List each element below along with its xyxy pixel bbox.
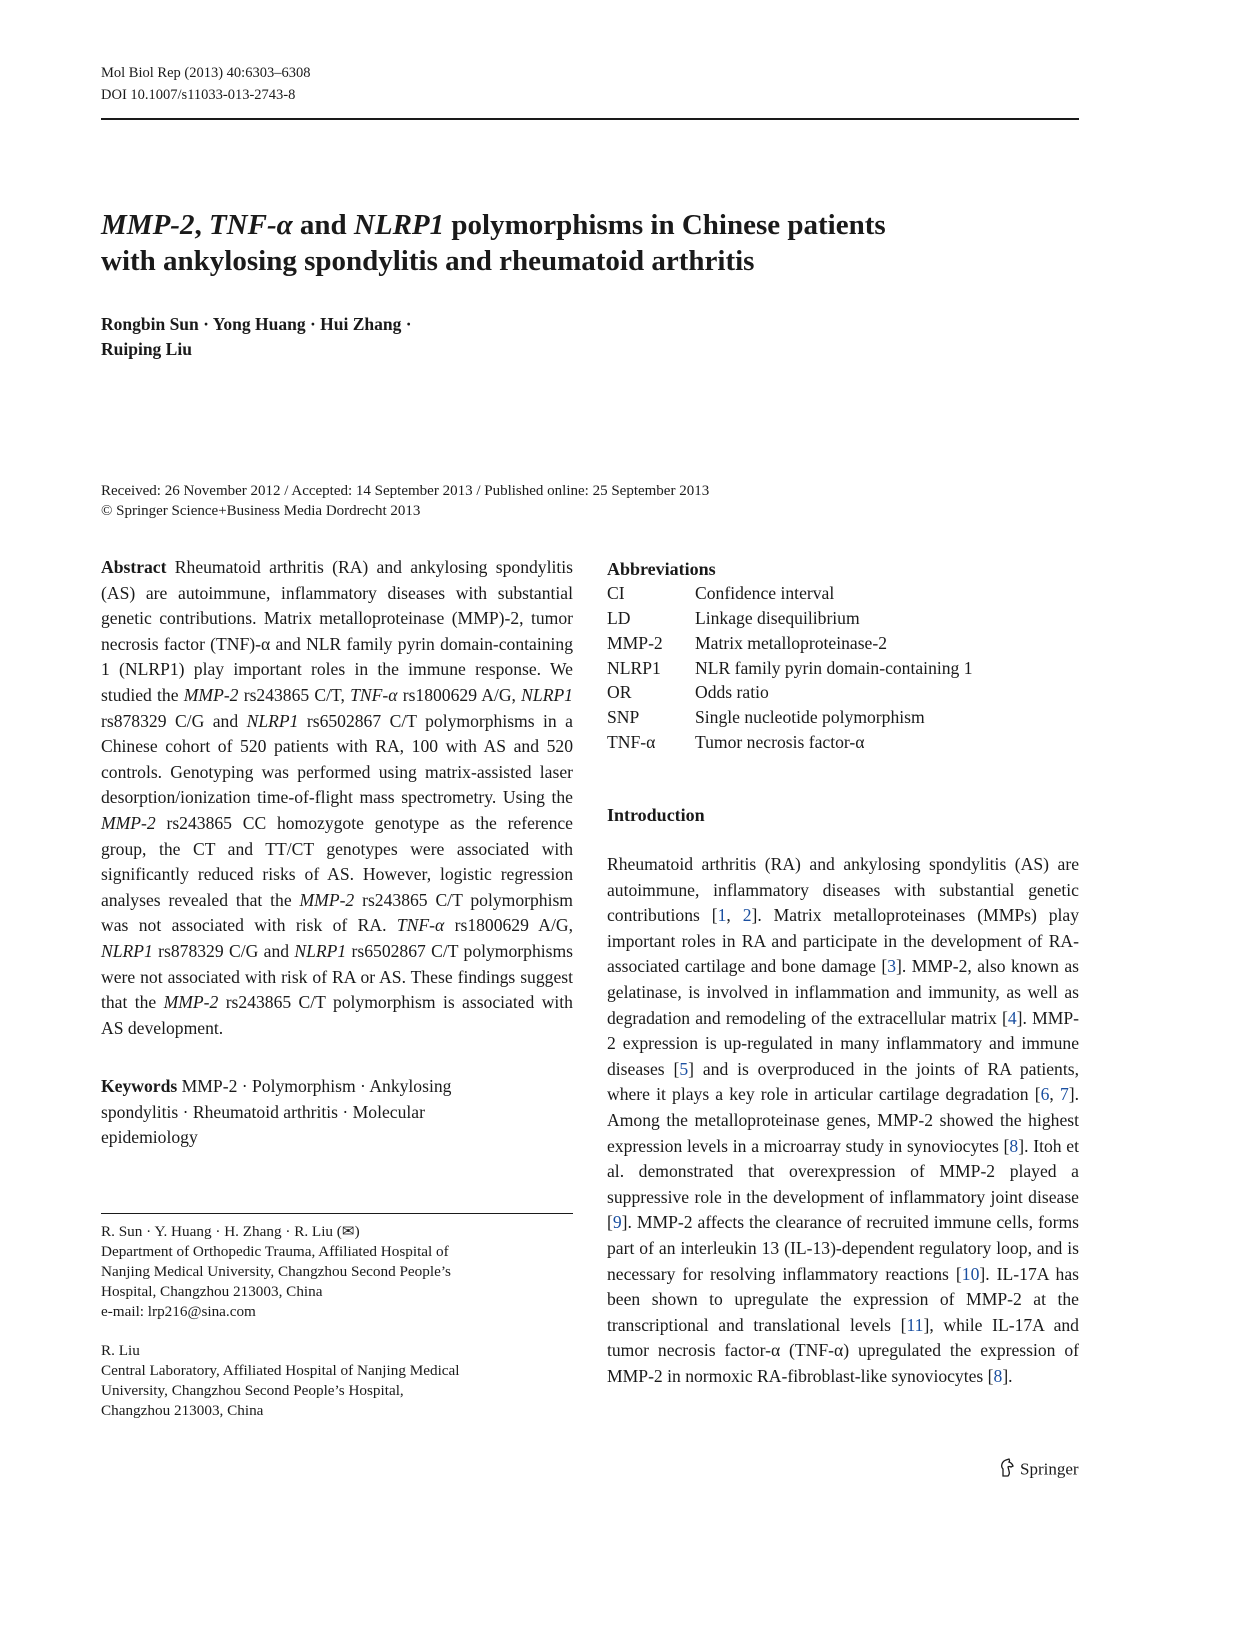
publisher-name: Springer (1020, 1459, 1079, 1479)
abbreviation-row: SNP Single nucleotide polymorphism (607, 707, 925, 727)
abbreviations-heading: Abbreviations (607, 559, 716, 579)
keywords: Keywords MMP-2 · Polymorphism · Ankylosing spondylitis · Rheumatoid arthritis · Molecular epidemiology (101, 1076, 452, 1148)
affiliation-1-authors: R. Sun · Y. Huang · H. Zhang · R. Liu (✉) (101, 1223, 360, 1240)
citation-link[interactable]: 5 (679, 1058, 689, 1079)
doi: DOI 10.1007/s11033-013-2743-8 (101, 87, 296, 103)
title-gene-nlrp1: NLRP1 (353, 209, 445, 241)
title-gene-mmp2: MMP-2 (101, 209, 195, 241)
article-title-line1: MMP-2, TNF-α and NLRP1 polymorphisms in Chinese patients (101, 209, 886, 241)
citation-link[interactable]: 10 (961, 1263, 980, 1284)
springer-logo (998, 1458, 1079, 1483)
title-gene-tnf: TNF-α (208, 209, 293, 241)
abbreviation-row: LD Linkage disequilibrium (607, 608, 860, 628)
citation-link[interactable]: 8 (993, 1365, 1003, 1386)
keywords-heading: Keywords (101, 1076, 178, 1096)
copyright: © Springer Science+Business Media Dordrecht 2013 (101, 503, 421, 519)
authors-line2: Ruiping Liu (101, 339, 192, 359)
citation-link[interactable]: 7 (1059, 1084, 1069, 1105)
affiliation-2-city: Changzhou 213003, China (101, 1402, 264, 1419)
abstract-heading: Abstract (101, 557, 167, 577)
citation-link[interactable]: 2 (742, 905, 752, 926)
citation-link[interactable]: 8 (1009, 1135, 1019, 1156)
affiliation-block-1 (101, 1222, 451, 1322)
springer-horse-icon (998, 1458, 1016, 1483)
journal-citation: Mol Biol Rep (2013) 40:6303–6308 (101, 65, 311, 81)
introduction-text: Rheumatoid arthritis (RA) and ankylosing spondylitis (AS) are autoimmune, inflammatory diseases with substantial genetic contributions [1, 2]. Matrix metalloproteinases (MMPs) play important roles in RA and participate in the development of RA-associated cartilage and bone damage [3]. MMP-2, also known as gelatinase, is involved in inflammation and immunity, as well as degradation and remodeling of the extracellular matrix [4]. MMP-2 expression is up-regulated in many inflammatory and immune diseases [5] and is overproduced in the joints of RA patients, where it plays a key role in articular cartilage degradation [6, 7]. Among the metalloproteinase genes, MMP-2 showed the highest expression levels in a microarray study in synoviocytes [8]. Itoh et al. demonstrated that overexpression of MMP-2 played a suppressive role in the development of inflammatory joint disease [9]. MMP-2 affects the clearance of recruited immune cells, forms part of an interleukin 13 (IL-13)-dependent regulatory loop, and is necessary for resolving inflammatory reactions [10]. IL-17A has been shown to upregulate the expression of MMP-2 at the transcriptional and translational levels [11], while IL-17A and tumor necrosis factor-α (TNF-α) upregulated the expression of MMP-2 in normoxic RA-fibroblast-like synoviocytes [8]. (607, 854, 1080, 1386)
citation-link[interactable]: 6 (1040, 1084, 1050, 1105)
header-rule (101, 118, 1079, 120)
affiliation-block-2 (101, 1341, 460, 1421)
authors-line1: Rongbin Sun · Yong Huang · Hui Zhang · (101, 314, 412, 334)
abbreviation-row: OR Odds ratio (607, 682, 769, 702)
abstract: Abstract Rheumatoid arthritis (RA) and ankylosing spondylitis (AS) are autoimmune, inflammatory diseases with substantial genetic contributions. Matrix metalloproteinase (MMP)-2, tumor necrosis factor (TNF)-α and NLR family pyrin domain-containing 1 (NLRP1) play important roles in the immune response. We studied the MMP-2 rs243865 C/T, TNF-α rs1800629 A/G, NLRP1 rs878329 C/G and NLRP1 rs6502867 C/T polymorphisms in a Chinese cohort of 520 patients with RA, 100 with AS and 520 controls. Genotyping was performed using matrix-assisted laser desorption/ionization time-of-flight mass spectrometry. Using the MMP-2 rs243865 CC homozygote genotype as the reference group, the CT and TT/CT genotypes were associated with significantly reduced risks of AS. However, logistic regression analyses revealed that the MMP-2 rs243865 C/T polymorphism was not associated with risk of RA. TNF-α rs1800629 A/G, NLRP1 rs878329 C/G and NLRP1 rs6502867 C/T polymorphisms were not associated with risk of RA or AS. These findings suggest that the MMP-2 rs243865 C/T polymorphism is associated with AS development. (101, 557, 574, 1038)
abbreviation-row: TNF-α Tumor necrosis factor-α (607, 732, 865, 752)
affiliation-2-univ: University, Changzhou Second People’s Hospital, (101, 1382, 404, 1399)
publication-dates: Received: 26 November 2012 / Accepted: 14 September 2013 / Published online: 25 September 2013 (101, 483, 710, 499)
introduction-heading: Introduction (607, 805, 705, 825)
affiliation-rule (101, 1213, 573, 1214)
affiliation-1-city: Hospital, Changzhou 213003, China (101, 1283, 323, 1300)
affiliation-1-univ: Nanjing Medical University, Changzhou Second People’s (101, 1263, 451, 1280)
citation-link[interactable]: 3 (887, 956, 896, 977)
abbreviation-row: CI Confidence interval (607, 583, 835, 603)
citation-link[interactable]: 11 (906, 1314, 924, 1335)
affiliation-1-dept: Department of Orthopedic Trauma, Affiliated Hospital of (101, 1243, 449, 1260)
abbreviation-row: NLRP1 NLR family pyrin domain-containing 1 (607, 658, 973, 678)
citation-link[interactable]: 4 (1007, 1007, 1017, 1028)
affiliation-2-lab: Central Laboratory, Affiliated Hospital of Nanjing Medical (101, 1362, 460, 1379)
affiliation-2-author: R. Liu (101, 1342, 140, 1359)
citation-link[interactable]: 9 (612, 1212, 622, 1233)
article-title-line2: with ankylosing spondylitis and rheumatoid arthritis (101, 245, 755, 277)
citation-link[interactable]: 1 (717, 905, 727, 926)
abbreviation-row: MMP-2 Matrix metalloproteinase-2 (607, 633, 888, 653)
affiliation-1-email: e-mail: lrp216@sina.com (101, 1303, 256, 1320)
